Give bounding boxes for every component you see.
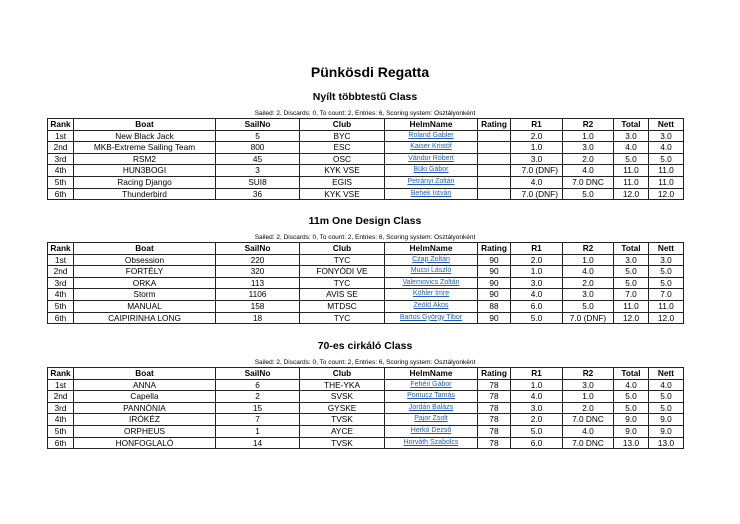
club-cell: KYK VSE [300, 165, 385, 177]
club-cell: AVIS SE [300, 289, 385, 301]
r1-cell: 4.0 [511, 289, 563, 301]
r2-cell: 2.0 [563, 277, 614, 289]
boat-header: Boat [74, 368, 216, 380]
nett-cell: 12.0 [649, 188, 684, 200]
class-summary: Sailed: 2, Discards: 0, To count: 2, Entries: 6, Scoring system: Osztályonként [254, 234, 476, 241]
rank-cell: 2nd [48, 142, 74, 154]
r1-header: R1 [511, 243, 563, 255]
club-cell: KYK VSE [300, 188, 385, 200]
r2-cell: 4.0 [563, 165, 614, 177]
table-row [48, 153, 684, 165]
table-row [48, 425, 684, 437]
table-row [48, 379, 684, 391]
boat-cell: Racing Django [74, 176, 216, 188]
helmname-link[interactable]: Herkó Dezső [385, 425, 478, 437]
sailno-cell: 45 [216, 153, 300, 165]
helmname-link[interactable]: Köhler Imre [385, 289, 478, 301]
sailno-header: SailNo [216, 243, 300, 255]
club-cell: THE-YKA [300, 379, 385, 391]
table-body [48, 130, 684, 200]
r2-cell: 3.0 [563, 142, 614, 154]
r1-cell: 1.0 [511, 266, 563, 278]
rating-cell [478, 165, 511, 177]
club-cell: AYCE [300, 425, 385, 437]
r2-cell: 7.0 (DNF) [563, 312, 614, 324]
total-header: Total [614, 368, 649, 380]
total-cell: 4.0 [614, 379, 649, 391]
results-table [47, 367, 684, 449]
boat-cell: HONFOGLALÓ [74, 437, 216, 449]
boat-cell: IRÓKÉZ [74, 414, 216, 426]
rank-cell: 5th [48, 425, 74, 437]
club-header: Club [300, 243, 385, 255]
r1-cell: 1.0 [511, 142, 563, 154]
nett-cell: 11.0 [649, 165, 684, 177]
total-cell: 4.0 [614, 142, 649, 154]
r2-header: R2 [563, 119, 614, 131]
sailno-cell: 18 [216, 312, 300, 324]
rating-cell: 78 [478, 402, 511, 414]
boat-cell: RSM2 [74, 153, 216, 165]
total-cell: 5.0 [614, 277, 649, 289]
r1-cell: 5.0 [511, 425, 563, 437]
nett-header: Nett [649, 119, 684, 131]
table-row [48, 254, 684, 266]
club-cell: BYC [300, 130, 385, 142]
rank-cell: 4th [48, 165, 74, 177]
table-row [48, 312, 684, 324]
table-row [48, 414, 684, 426]
rating-cell [478, 188, 511, 200]
r2-header: R2 [563, 368, 614, 380]
total-cell: 11.0 [614, 165, 649, 177]
r2-cell: 5.0 [563, 188, 614, 200]
club-cell: MTDSC [300, 300, 385, 312]
class-summary: Sailed: 2, Discards: 0, To count: 2, Entries: 6, Scoring system: Osztályonként [254, 110, 476, 117]
rating-cell: 78 [478, 379, 511, 391]
boat-cell: ANNA [74, 379, 216, 391]
rating-cell: 90 [478, 254, 511, 266]
r1-cell: 7.0 (DNF) [511, 165, 563, 177]
total-cell: 11.0 [614, 300, 649, 312]
nett-cell: 3.0 [649, 130, 684, 142]
helmname-header: HelmName [385, 368, 478, 380]
rating-header: Rating [478, 119, 511, 131]
r2-cell: 4.0 [563, 425, 614, 437]
helmname-link[interactable]: Fehéri Gábor [385, 379, 478, 391]
nett-cell: 5.0 [649, 277, 684, 289]
rank-header: Rank [48, 119, 74, 131]
table-row [48, 176, 684, 188]
helmname-link[interactable]: Czap Zoltán [385, 254, 478, 266]
nett-cell: 5.0 [649, 153, 684, 165]
helmname-link[interactable]: Valernovics Zoltán [385, 277, 478, 289]
helmname-link[interactable]: Horváth Szabolcs [385, 437, 478, 449]
nett-header: Nett [649, 243, 684, 255]
helmname-link[interactable]: Behek István [385, 188, 478, 200]
rank-cell: 1st [48, 130, 74, 142]
boat-cell: ORPHEUS [74, 425, 216, 437]
club-header: Club [300, 368, 385, 380]
r1-cell: 3.0 [511, 153, 563, 165]
r2-cell: 5.0 [563, 300, 614, 312]
r1-cell: 2.0 [511, 130, 563, 142]
rating-cell [478, 130, 511, 142]
club-cell: TYC [300, 277, 385, 289]
class-title: 11m One Design Class [308, 215, 422, 227]
total-cell: 3.0 [614, 254, 649, 266]
rating-header: Rating [478, 368, 511, 380]
helmname-link[interactable]: Pajor Zsolt [385, 414, 478, 426]
sailno-cell: 800 [216, 142, 300, 154]
boat-cell: Thunderbird [74, 188, 216, 200]
sailno-cell: 3 [216, 165, 300, 177]
r1-cell: 4.0 [511, 391, 563, 403]
table-row [48, 402, 684, 414]
table-row [48, 300, 684, 312]
section-multihull [47, 90, 683, 200]
rank-cell: 2nd [48, 391, 74, 403]
class-title: 70-es cirkáló Class [317, 340, 413, 352]
rank-cell: 6th [48, 312, 74, 324]
total-cell: 12.0 [614, 188, 649, 200]
nett-cell: 9.0 [649, 425, 684, 437]
boat-cell: MANUAL [74, 300, 216, 312]
rating-cell: 88 [478, 300, 511, 312]
nett-cell: 9.0 [649, 414, 684, 426]
r1-cell: 3.0 [511, 277, 563, 289]
rating-cell: 78 [478, 391, 511, 403]
rating-cell: 90 [478, 277, 511, 289]
helmname-header: HelmName [385, 119, 478, 131]
nett-cell: 3.0 [649, 254, 684, 266]
r2-cell: 1.0 [563, 130, 614, 142]
boat-cell: New Black Jack [74, 130, 216, 142]
rating-cell: 78 [478, 425, 511, 437]
club-header: Club [300, 119, 385, 131]
total-cell: 7.0 [614, 289, 649, 301]
header-row [48, 368, 684, 380]
r2-cell: 7.0 DNC [563, 437, 614, 449]
table-row [48, 289, 684, 301]
rank-cell: 5th [48, 300, 74, 312]
sailno-cell: 320 [216, 266, 300, 278]
table-row [48, 188, 684, 200]
boat-cell: HUN3BOGI [74, 165, 216, 177]
table-row [48, 130, 684, 142]
rank-cell: 3rd [48, 153, 74, 165]
rank-cell: 1st [48, 379, 74, 391]
nett-cell: 5.0 [649, 266, 684, 278]
results-table [47, 118, 684, 200]
table-row [48, 165, 684, 177]
rating-cell [478, 153, 511, 165]
club-cell: FONYÓDI VE [300, 266, 385, 278]
sailno-cell: 1106 [216, 289, 300, 301]
nett-cell: 11.0 [649, 300, 684, 312]
r2-cell: 3.0 [563, 379, 614, 391]
total-cell: 12.0 [614, 312, 649, 324]
table-row [48, 391, 684, 403]
nett-header: Nett [649, 368, 684, 380]
boat-cell: Obsession [74, 254, 216, 266]
table-row [48, 277, 684, 289]
total-cell: 3.0 [614, 130, 649, 142]
r1-cell: 5.0 [511, 312, 563, 324]
total-cell: 5.0 [614, 266, 649, 278]
r1-cell: 1.0 [511, 379, 563, 391]
club-cell: ESC [300, 142, 385, 154]
club-cell: TYC [300, 254, 385, 266]
boat-cell: CAIPIRINHA LONG [74, 312, 216, 324]
total-cell: 5.0 [614, 153, 649, 165]
club-cell: SVSK [300, 391, 385, 403]
sailno-cell: 5 [216, 130, 300, 142]
helmname-link[interactable]: Zeöld Ákos [385, 300, 478, 312]
club-cell: TVSK [300, 414, 385, 426]
total-header: Total [614, 243, 649, 255]
r2-cell: 7.0 DNC [563, 176, 614, 188]
section-11m-one-design [47, 214, 683, 324]
sailno-cell: 6 [216, 379, 300, 391]
header-row [48, 243, 684, 255]
page-title: Pünkösdi Regatta [310, 64, 430, 80]
helmname-link[interactable]: Petrányi Zoltán [385, 176, 478, 188]
boat-header: Boat [74, 243, 216, 255]
boat-cell: Capella [74, 391, 216, 403]
total-header: Total [614, 119, 649, 131]
boat-cell: PANNÓNIA [74, 402, 216, 414]
r2-cell: 1.0 [563, 254, 614, 266]
sailno-cell: 113 [216, 277, 300, 289]
club-cell: TYC [300, 312, 385, 324]
r2-cell: 4.0 [563, 266, 614, 278]
r1-cell: 6.0 [511, 437, 563, 449]
r2-cell: 7.0 DNC [563, 414, 614, 426]
table-row [48, 437, 684, 449]
nett-cell: 13.0 [649, 437, 684, 449]
r2-cell: 2.0 [563, 402, 614, 414]
club-cell: TVSK [300, 437, 385, 449]
club-cell: GYSKE [300, 402, 385, 414]
r1-header: R1 [511, 119, 563, 131]
rank-cell: 3rd [48, 402, 74, 414]
nett-cell: 12.0 [649, 312, 684, 324]
sailno-cell: 36 [216, 188, 300, 200]
total-cell: 5.0 [614, 402, 649, 414]
total-cell: 13.0 [614, 437, 649, 449]
sailno-cell: 15 [216, 402, 300, 414]
helmname-link[interactable]: Pomucz Tamás [385, 391, 478, 403]
nett-cell: 4.0 [649, 142, 684, 154]
results-table [47, 242, 684, 324]
sailno-header: SailNo [216, 119, 300, 131]
sailno-cell: SUI8 [216, 176, 300, 188]
rank-cell: 2nd [48, 266, 74, 278]
rating-cell: 78 [478, 414, 511, 426]
class-title: Nyílt többtestű Class [312, 91, 418, 103]
boat-cell: ORKA [74, 277, 216, 289]
sailno-cell: 220 [216, 254, 300, 266]
header-row [48, 119, 684, 131]
rating-cell: 90 [478, 266, 511, 278]
sailno-header: SailNo [216, 368, 300, 380]
r1-cell: 7.0 (DNF) [511, 188, 563, 200]
helmname-header: HelmName [385, 243, 478, 255]
helmname-link[interactable]: Kaiser Kristóf [385, 142, 478, 154]
rank-cell: 1st [48, 254, 74, 266]
r2-cell: 3.0 [563, 289, 614, 301]
rating-cell [478, 176, 511, 188]
rank-header: Rank [48, 368, 74, 380]
nett-cell: 4.0 [649, 379, 684, 391]
rating-cell: 90 [478, 312, 511, 324]
rank-header: Rank [48, 243, 74, 255]
table-body [48, 379, 684, 449]
helmname-link[interactable]: Bartos György Tibor [385, 312, 478, 324]
rating-header: Rating [478, 243, 511, 255]
r2-cell: 1.0 [563, 391, 614, 403]
helmname-link[interactable]: Büki Gábor [385, 165, 478, 177]
table-body [48, 254, 684, 324]
boat-cell: FORTÉLY [74, 266, 216, 278]
club-cell: EGIS [300, 176, 385, 188]
helmname-link[interactable]: Vándor Róbert [385, 153, 478, 165]
sailno-cell: 7 [216, 414, 300, 426]
rank-cell: 6th [48, 188, 74, 200]
nett-cell: 5.0 [649, 391, 684, 403]
total-cell: 9.0 [614, 414, 649, 426]
sailno-cell: 158 [216, 300, 300, 312]
r2-header: R2 [563, 243, 614, 255]
rating-cell: 90 [478, 289, 511, 301]
boat-header: Boat [74, 119, 216, 131]
boat-cell: MKB-Extreme Sailing Team [74, 142, 216, 154]
rating-cell: 78 [478, 437, 511, 449]
nett-cell: 11.0 [649, 176, 684, 188]
sailno-cell: 2 [216, 391, 300, 403]
rank-cell: 5th [48, 176, 74, 188]
table-row [48, 266, 684, 278]
r1-header: R1 [511, 368, 563, 380]
class-summary: Sailed: 2, Discards: 0, To count: 2, Entries: 6, Scoring system: Osztályonként [254, 359, 476, 366]
helmname-link[interactable]: Jordán Balázs [385, 402, 478, 414]
total-cell: 11.0 [614, 176, 649, 188]
sailno-cell: 1 [216, 425, 300, 437]
rating-cell [478, 142, 511, 154]
table-row [48, 142, 684, 154]
r1-cell: 4.0 [511, 176, 563, 188]
helmname-link[interactable]: Roland Gabler [385, 130, 478, 142]
total-cell: 5.0 [614, 391, 649, 403]
sailno-cell: 14 [216, 437, 300, 449]
nett-cell: 7.0 [649, 289, 684, 301]
r1-cell: 3.0 [511, 402, 563, 414]
helmname-link[interactable]: Mucsi László [385, 266, 478, 278]
r1-cell: 2.0 [511, 414, 563, 426]
r1-cell: 6.0 [511, 300, 563, 312]
rank-cell: 4th [48, 289, 74, 301]
r1-cell: 2.0 [511, 254, 563, 266]
rank-cell: 4th [48, 414, 74, 426]
nett-cell: 5.0 [649, 402, 684, 414]
r2-cell: 2.0 [563, 153, 614, 165]
section-70-cruiser [47, 339, 683, 449]
rank-cell: 3rd [48, 277, 74, 289]
total-cell: 9.0 [614, 425, 649, 437]
boat-cell: Storm [74, 289, 216, 301]
club-cell: OSC [300, 153, 385, 165]
rank-cell: 6th [48, 437, 74, 449]
